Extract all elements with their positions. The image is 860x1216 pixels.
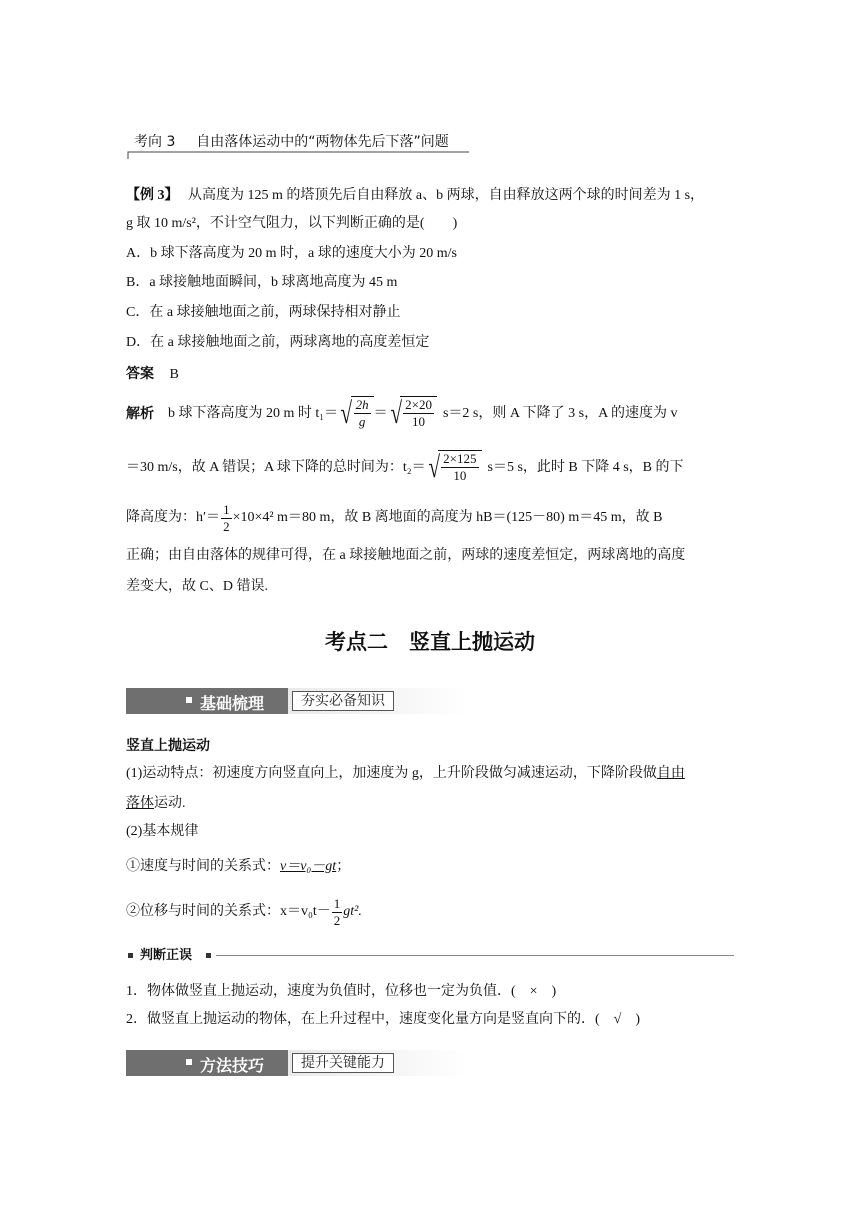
square-bullet-icon [186,697,192,703]
frac-den: 2 [223,518,230,534]
option-c: C．在 a 球接触地面之前，两球保持相对静止 [126,305,401,320]
banner-basics [126,688,468,714]
judge-heading: 判断正误 [140,948,193,963]
frac-den: 2 [333,912,341,928]
analysis-l2-post: s＝5 s，此时 B 下降 4 s，B 的下 [487,460,684,475]
example-line1 [126,186,704,206]
analysis-l3-post: ×10×4² m＝80 m，故 B 离地面的高度为 hB＝(125－80) m＝45 m，故 B [232,510,663,525]
banner-methods [126,1050,468,1076]
sqrt-2: √ $\frac{2\times 20}{10}$ [388,396,437,432]
frac-den: g [358,414,366,429]
square-bullet-icon [128,953,133,958]
frac-num: 1 [223,501,230,517]
kaoxiang-underline [126,150,471,160]
topic-p4-text: ②位移与时间的关系式：x＝v₀t－ [126,904,331,919]
kaoxiang-label: 考向 3 [134,134,176,150]
frac-num: 2×125 [443,451,477,466]
topic-p4 [126,894,362,930]
frac-num: 1 [333,895,341,911]
example-stem-2: g 取 10 m/s²，不计空气阻力，以下判断正确的是( ) [126,216,458,231]
analysis-l1-eq: ＝ [373,406,388,421]
topic-p2: (2)基本规律 [126,824,199,839]
kaoxiang-header [134,132,449,152]
fraction-half [221,502,232,535]
analysis-line1 [126,392,677,436]
blank-answer: v＝v₀－gt [280,859,337,874]
square-bullet-icon [186,1059,192,1065]
topic-p3 [126,857,350,877]
example-stem-1: 从高度为 125 m 的塔顶先后自由释放 a、b 两球，自由释放这两个球的时间差为 1 s， [188,188,705,203]
frac-num: 2h [355,397,369,412]
blank-answer: 自由 [656,766,685,781]
sqrt-3: √ $\frac{2\times 125}{10}$ [426,450,482,486]
topic-p4-end: gt². [343,904,362,919]
banner-title: 基础梳理 [200,694,265,713]
option-d: D．在 a 球接触地面之前，两球离地的高度差恒定 [126,335,430,350]
banner-subtitle: 夯实必备知识 [292,691,394,711]
topic-p3-end: ； [336,859,351,874]
section-title: 考点二 竖直上抛运动 [325,630,535,654]
judge-header [126,946,734,966]
analysis-label: 解析 [126,406,154,422]
answer-value: B [169,367,179,382]
frac-den: 10 [453,468,467,483]
analysis-line4: 正确；由自由落体的规律可得，在 a 球接触地面之前，两球的速度差恒定，两球离地的高度 [126,548,686,563]
answer-row [126,364,179,385]
analysis-l1-pre: b 球下落高度为 20 m 时 t₁＝ [168,406,339,421]
analysis-l3-pre: 降高度为：h′＝ [126,510,221,525]
judge-item-1: 1．物体做竖直上抛运动，速度为负值时，位移也一定为负值．( × ) [126,984,557,999]
analysis-l2-pre: ＝30 m/s，故 A 错误；A 球下降的总时间为：t₂＝ [126,460,426,475]
analysis-line2 [126,446,684,490]
option-b: B．a 球接触地面瞬间，b 球离地高度为 45 m [126,275,398,290]
banner-title: 方法技巧 [200,1056,265,1075]
topic-heading: 竖直上抛运动 [126,738,210,754]
kaoxiang-title: 自由落体运动中的“两物体先后下落”问题 [196,134,449,150]
analysis-l1-post: s＝2 s，则 A 下降了 3 s，A 的速度为 v [442,406,678,421]
example-tag: 【例 3】 [126,188,179,203]
banner-subtitle: 提升关键能力 [292,1053,394,1073]
judge-item-2: 2．做竖直上抛运动的物体，在上升过程中，速度变化量方向是竖直向下的．( √ ) [126,1012,641,1027]
option-a: A．b 球下落高度为 20 m 时，a 球的速度大小为 20 m/s [126,246,457,261]
sqrt-1: √ $\frac{2h}{g}$ [338,396,373,432]
square-bullet-icon [206,953,211,958]
fraction-half [332,896,343,929]
topic-p3-text: ①速度与时间的关系式： [126,859,280,874]
divider [216,955,734,956]
topic-p1 [126,764,685,784]
frac-num: 2×20 [405,397,432,412]
answer-label: 答案 [126,366,154,382]
analysis-line5: 差变大，故 C、D 错误. [126,579,268,594]
blank-answer: 落体 [126,796,154,811]
analysis-line3 [126,500,662,536]
topic-p1-text: (1)运动特点：初速度方向竖直向上，加速度为 g，上升阶段做匀减速运动，下降阶段做 [126,766,657,781]
topic-p1-cont [126,794,186,814]
topic-p1-end: 运动. [154,796,186,811]
frac-den: 10 [412,414,426,429]
